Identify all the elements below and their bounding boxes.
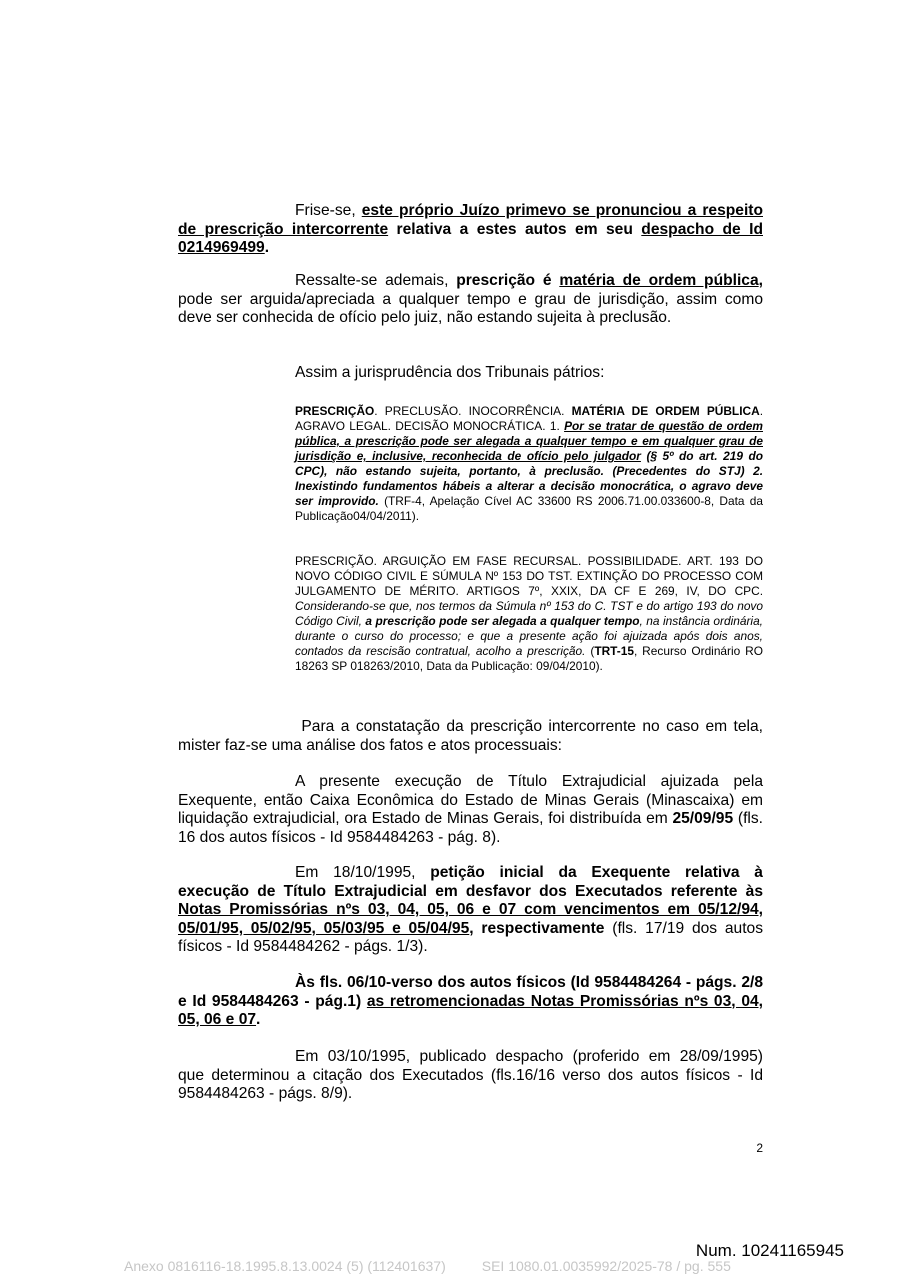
quote-trt15: PRESCRIÇÃO. ARGUIÇÃO EM FASE RECURSAL. POSSIBILIDADE. ART. 193 DO NOVO CÓDIGO CIVIL E SÚMULA Nº 153 DO TST. EXTINÇÃO DO PROCESSO COM JULGAMENTO DE MÉRITO. ARTIGOS 7º, XXIX, DA CF E 269, IV, DO CPC. Considerando-se que, nos termos da Súmula nº 153 do C. TST e do artigo 193 do novo Código Civil, a prescrição pode ser alegada a qualquer tempo, na instância ordinária, durante o curso do processo; e que a presente ação foi ajuizada após dois anos, contados da rescisão contratual, acolho a prescrição. (TRT-15, Recurso Ordinário RO 18263 SP 018263/2010, Data da Publicação: 09/04/2010). <box>295 554 763 673</box>
paragraph-prescription-pronounced: Frise-se, este próprio Juízo primevo se pronunciou a respeito de prescrição intercorrente relativa a estes autos em seu despacho de Id 0214969499. <box>178 202 763 257</box>
page-number: 2 <box>756 1141 763 1155</box>
paragraph-citation-order: Em 03/10/1995, publicado despacho (proferido em 28/09/1995) que determinou a citação dos Executados (fls.16/16 verso dos autos físicos - Id 9584484263 - págs. 8/9). <box>178 1048 763 1103</box>
document-number: Num. 10241165945 <box>695 1241 844 1260</box>
footer-watermark <box>124 1258 767 1274</box>
paragraph-promissory-notes: Às fls. 06/10-verso dos autos físicos (Id 9584484264 - págs. 2/8 e Id 9584484263 - pág.1) as retromencionadas Notas Promissórias nºs 03, 04, 05, 06 e 07. <box>178 974 763 1029</box>
paragraph-initial-petition: Em 18/10/1995, petição inicial da Exequente relativa à execução de Título Extrajudicial em desfavor dos Executados referente às Notas Promissórias nºs 03, 04, 05, 06 e 07 com vencimentos em 05/12/94, 05/01/95, 05/02/95, 05/03/95 e 05/04/95, respectivamente (fls. 17/19 dos autos físicos - Id 9584484262 - págs. 1/3). <box>178 864 764 956</box>
paragraph-execution-filed: A presente execução de Título Extrajudicial ajuizada pela Exequente, então Caixa Econômica do Estado de Minas Gerais (Minascaixa) em liquidação extrajudicial, ora Estado de Minas Gerais, foi distribuída em 25/09/95 (fls. 16 dos autos físicos - Id 9584484263 - pág. 8). <box>178 773 763 846</box>
footer-sei-reference: SEI 1080.01.0035992/2025-78 / pg. 555 <box>481 1258 731 1274</box>
quote-trf4: PRESCRIÇÃO. PRECLUSÃO. INOCORRÊNCIA. MATÉRIA DE ORDEM PÚBLICA. AGRAVO LEGAL. DECISÃO MONOCRÁTICA. 1. Por se tratar de questão de ordem pública, a prescrição pode ser alegada a qualquer tempo e em qualquer grau de jurisdição e, inclusive, reconhecida de ofício pelo julgador (§ 5º do art. 219 do CPC), não estando sujeita, portanto, à preclusão. (Precedentes do STJ) 2. Inexistindo fundamentos hábeis a alterar a decisão monocrática, o agravo deve ser improvido. (TRF-4, Apelação Cível AC 33600 RS 2006.71.00.033600-8, Data da Publicação04/04/2011). <box>295 404 763 523</box>
paragraph-jurisprudence-intro: Assim a jurisprudência dos Tribunais pátrios: <box>295 364 605 381</box>
paragraph-analysis-intro: Para a constatação da prescrição intercorrente no caso em tela, mister faz-se uma análise dos fatos e atos processuais: <box>178 718 763 754</box>
paragraph-public-order: Ressalte-se ademais, prescrição é matéria de ordem pública, pode ser arguida/apreciada a qualquer tempo e grau de jurisdição, assim como deve ser conhecida de ofício pelo juiz, não estando sujeita à preclusão. <box>178 272 763 327</box>
footer-annex-reference: Anexo 0816116-18.1995.8.13.0024 (5) (112401637) <box>124 1258 446 1274</box>
